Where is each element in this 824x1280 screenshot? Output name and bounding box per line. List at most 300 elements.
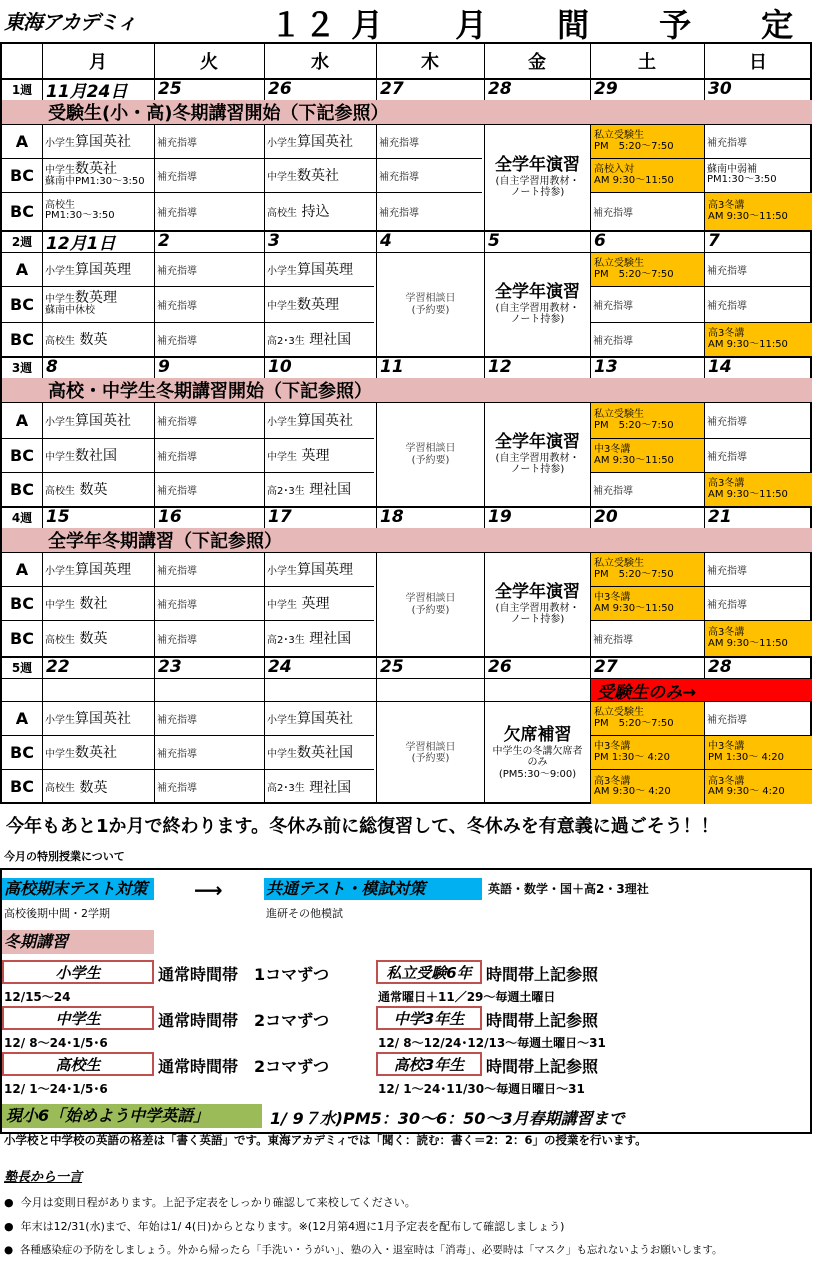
cell-line: AM 9:30〜11:50: [708, 488, 788, 500]
practice-note: ノート持参): [510, 614, 565, 626]
winter-target-dates: 12/ 8〜12/24･12/13〜毎週土曜日〜31: [378, 1036, 606, 1050]
week-banner-text: 高校・中学生冬期講習開始（下記参照）: [48, 381, 372, 402]
hojyu-cell: 補充指導: [157, 485, 197, 497]
class-pre: 小学生: [267, 416, 297, 428]
class-pre: 高校生: [45, 783, 75, 794]
cell-line: AM 9:30〜 4:20: [594, 786, 671, 797]
cell-line: 中3冬講: [594, 741, 631, 752]
class-subject: 数英: [79, 631, 108, 647]
class-subject: 英理: [301, 448, 330, 464]
footer-item: [4, 1242, 723, 1257]
class-pre: 中学生: [45, 599, 75, 611]
practice-note: (自主学習用教材・: [495, 175, 580, 187]
winter-level-desc: 通常時間帯 2コマずつ: [158, 1011, 330, 1030]
fri-practice-cell: [485, 253, 590, 356]
group-label: BC: [10, 777, 34, 796]
class-cell: [42, 769, 154, 804]
hojyu-cell: 補充指導: [707, 265, 747, 277]
class-pre: 小学生: [45, 714, 75, 726]
winter-target-dates: 通常曜日＋11／29〜毎週土曜日: [378, 990, 556, 1004]
week-banner: [2, 378, 812, 402]
class-subject: 数社: [79, 596, 108, 612]
group-label: BC: [10, 479, 34, 499]
footer-item: [4, 1218, 564, 1234]
cell-line: AM 9:30〜11:50: [594, 454, 674, 466]
class-pre: 高2･3生: [267, 485, 305, 497]
hojyu-cell: 補充指導: [157, 748, 197, 760]
consult-cell: [377, 253, 484, 356]
cell-line: 私立受験生: [594, 258, 644, 269]
arrow-icon: ⟶: [194, 878, 223, 902]
hojyu-cell: 補充指導: [593, 485, 633, 497]
class-pre: 中学生: [45, 748, 75, 760]
fri-practice-cell: [485, 125, 590, 230]
class-subject: 理社国: [309, 779, 352, 796]
date-cell: 12: [488, 357, 512, 377]
winter-target-desc: 時間帯上記参照: [486, 1011, 599, 1030]
hojyu-cell: 補充指導: [157, 599, 197, 611]
class-cell: [42, 735, 154, 769]
date-cell: 25: [380, 657, 404, 677]
practice-title: 全学年演習: [495, 582, 580, 603]
class-cell: [42, 701, 154, 735]
consult-title: 学習相談日: [405, 741, 456, 753]
class-subject: 数英理: [297, 297, 339, 313]
cell-line: 高3冬講: [708, 328, 745, 339]
class-pre: 中学生: [267, 171, 297, 183]
class-pre: 小学生: [45, 416, 75, 428]
class-pre: 小学生: [267, 265, 297, 277]
hojyu-cell: 補充指導: [707, 451, 747, 463]
sat-cell: [591, 736, 704, 769]
sat-cell: [591, 587, 704, 620]
cell-line: PM1:30〜3:50: [707, 174, 777, 185]
class-sub: 蘇南中休校: [45, 305, 95, 317]
hojyu-cell: 補充指導: [157, 565, 197, 577]
hojyu-cell: 補充指導: [157, 300, 197, 312]
fri-practice-cell: [485, 403, 590, 506]
class-pre: 高校生: [45, 335, 75, 347]
cell-line: 高3冬講: [708, 200, 745, 211]
footer-item-text: 年末は12/31(水)まで、年始は1/ 4(日)からとなります。※(12月第4週に1月予定表を配布して確認しましょう): [20, 1220, 565, 1233]
practice-note: (自主学習用教材・: [495, 452, 580, 464]
consult-note: (予約要): [411, 454, 450, 466]
group-label: BC: [10, 445, 34, 465]
date-cell: 5: [488, 231, 500, 251]
date-cell: 16: [158, 507, 182, 527]
cell-line: 私立受験生: [594, 558, 644, 569]
day-header: 月: [89, 52, 107, 73]
date-cell: 21: [708, 507, 732, 527]
absence-note: 中学生の冬講欠席者: [492, 745, 583, 757]
winter-target-dates: 12/ 1〜24･11/30〜毎週日曜日〜31: [378, 1082, 585, 1096]
date-cell: 23: [158, 657, 182, 677]
date-cell: 28: [488, 79, 512, 99]
class-pre: 小学生: [267, 137, 297, 149]
class-pre: 高校生: [45, 199, 75, 211]
date-cell: 6: [594, 231, 606, 251]
cell-line: PM 1:30〜 4:20: [594, 751, 670, 763]
sat-cell: [591, 439, 704, 472]
cell-line: 高3冬講: [594, 775, 631, 787]
special-heading: 今月の特別授業について: [4, 850, 125, 863]
group-label: A: [15, 410, 29, 430]
day-header: 水: [311, 52, 329, 73]
cell-line: 私立受験生: [594, 409, 644, 420]
day-header: 土: [638, 52, 656, 73]
consult-title: 学習相談日: [405, 443, 456, 454]
class-pre: 小学生: [45, 265, 75, 277]
week-label: 2週: [11, 234, 33, 249]
practice-note: ノート持参): [510, 187, 565, 199]
consult-cell: [377, 403, 484, 506]
cell-line: AM 9:30〜11:50: [708, 637, 788, 649]
group-label: BC: [10, 165, 34, 185]
date-cell: 22: [46, 657, 70, 677]
cell-line: 高3冬講: [708, 627, 745, 638]
group-label: A: [15, 708, 29, 728]
class-subject: 数社国: [75, 448, 117, 464]
class-cell: [264, 586, 376, 620]
date-cell: 11: [380, 357, 404, 377]
cell-line: AM 9:30〜11:50: [594, 602, 674, 614]
fri-practice-cell: [485, 553, 590, 656]
class-subject: 算国英社: [75, 711, 131, 727]
class-subject: 英理: [301, 596, 330, 612]
class-subject: 数英理: [75, 290, 117, 307]
class-subject: 数英社: [75, 745, 117, 761]
winter-level-desc: 通常時間帯 1コマずつ: [158, 965, 330, 984]
week-banner-text: 全学年冬期講習（下記参照）: [48, 531, 282, 552]
date-cell: 9: [158, 357, 170, 377]
winter-level-dates: 12/ 1〜24･1/5･6: [4, 1082, 108, 1096]
winter-target-desc: 時間帯上記参照: [486, 965, 599, 984]
cell-line: PM 5:20〜7:50: [594, 419, 674, 431]
practice-title: 全学年演習: [495, 282, 580, 303]
date-cell: 27: [594, 657, 618, 677]
class-pre: 小学生: [45, 565, 75, 577]
footer-heading: 塾長から一言: [4, 1170, 83, 1185]
class-cell: [264, 472, 376, 506]
date-cell: 8: [46, 357, 58, 377]
cell-line: 中3冬講: [708, 741, 745, 752]
date-cell: 15: [46, 507, 70, 527]
cell-line: PM 5:20〜7:50: [594, 717, 674, 729]
class-cell: [264, 158, 376, 192]
exam-label: 高校期末テスト対策: [2, 878, 154, 900]
day-header: 木: [421, 52, 439, 73]
hojyu-cell: 補充指導: [707, 137, 747, 149]
sun-cell: [704, 158, 812, 192]
class-subject: 持込: [301, 204, 330, 220]
sun-cell: [705, 621, 812, 656]
hojyu-cell: 補充指導: [379, 207, 419, 219]
sat-cell: [591, 770, 704, 804]
hojyu-cell: 補充指導: [379, 137, 419, 149]
class-cell: [264, 124, 376, 158]
date-cell: 26: [268, 79, 292, 99]
class-pre: 中学生: [267, 300, 297, 312]
exam-sub: 高校後期中間・2学期: [4, 907, 110, 920]
class-subject: 算国英社: [75, 134, 131, 150]
consult-cell: [377, 702, 484, 804]
day-header: 日: [749, 52, 767, 73]
cell-line: 私立受験生: [594, 707, 644, 718]
hojyu-cell: 補充指導: [379, 171, 419, 183]
class-cell: [264, 322, 376, 356]
class-pre: 中学生: [267, 748, 297, 760]
class-subject: 算国英社: [297, 711, 353, 727]
winter-level-box: 中学生: [2, 1006, 154, 1030]
cell-line: PM 5:20〜7:50: [594, 568, 674, 580]
class-cell: [42, 322, 154, 356]
sun-cell: [705, 193, 812, 230]
class-cell: [264, 402, 376, 438]
sat-cell: [591, 253, 704, 286]
juken-banner-text: 受験生のみ→: [597, 682, 697, 701]
class-cell: [42, 252, 154, 286]
class-cell: [42, 124, 154, 158]
hojyu-cell: 補充指導: [707, 714, 747, 726]
cell-line: 高校入対: [594, 164, 634, 175]
consult-title: 学習相談日: [405, 593, 456, 604]
cell-line: AM 9:30〜11:50: [594, 174, 674, 186]
class-subject: 算国英社: [297, 134, 353, 150]
absence-title: 欠席補習: [503, 724, 572, 745]
winter-target-box: 中学3年生: [376, 1006, 482, 1030]
winter-target-box: 高校3年生: [376, 1052, 482, 1076]
winter-target-box: 私立受験6年: [376, 960, 482, 984]
brand-name: 東海アカデミィ: [4, 10, 136, 34]
date-cell: 27: [380, 79, 404, 99]
bullet-icon: ●: [4, 1220, 14, 1233]
common-test-note: 英語・数学・国＋高2・3理社: [488, 882, 649, 896]
week-label: 4週: [11, 510, 33, 525]
class-pre: 小学生: [45, 137, 75, 149]
bullet-icon: ●: [4, 1244, 14, 1256]
absence-note: のみ: [527, 757, 548, 769]
group-label: BC: [10, 201, 34, 221]
class-cell: [42, 286, 154, 322]
class-subject: 理社国: [309, 482, 352, 498]
practice-title: 全学年演習: [495, 432, 580, 453]
date-cell: 3: [268, 231, 280, 251]
date-cell: 12月1日: [46, 233, 116, 252]
winter-level-desc: 通常時間帯 2コマずつ: [158, 1057, 330, 1076]
fri-absence-cell: [485, 702, 590, 804]
class-pre: 高2･3生: [267, 335, 305, 347]
hojyu-cell: 補充指導: [157, 207, 197, 219]
consult-title: 学習相談日: [405, 293, 456, 304]
class-pre: 中学生: [45, 451, 75, 463]
class-cell: [264, 701, 376, 735]
hojyu-cell: 補充指導: [707, 300, 747, 312]
class-pre: 高校生: [45, 634, 75, 646]
footer-item: [4, 1194, 416, 1210]
date-cell: 20: [594, 507, 618, 527]
class-cell: [264, 192, 376, 230]
sun-cell: [705, 736, 812, 769]
schedule-grid: [0, 42, 812, 804]
english-course-note: 小学校と中学校の英語の格差は「書く英語」です。東海アカデミィでは「聞く：読む：書く＝2：2：6」の授業を行います。: [4, 1133, 647, 1147]
cell-line: 高3冬講: [708, 478, 745, 489]
practice-note: (自主学習用教材・: [495, 302, 580, 314]
class-subject: 算国英理: [75, 262, 131, 278]
consult-note: (予約要): [411, 604, 450, 616]
class-subject: 算国英理: [297, 562, 353, 578]
week-label: 5週: [11, 660, 33, 675]
hojyu-cell: 補充指導: [157, 171, 197, 183]
group-label: A: [15, 259, 29, 279]
date-cell: 29: [594, 79, 618, 99]
class-cell: [42, 472, 154, 506]
english-course-label: 現小6「始めよう中学英語」: [2, 1104, 262, 1128]
class-subject: 算国英理: [75, 562, 131, 578]
cell-line: 高3冬講: [708, 775, 745, 787]
cell-line: AM 9:30〜11:50: [708, 210, 788, 222]
sat-cell: [591, 125, 704, 158]
hojyu-cell: 補充指導: [593, 300, 633, 312]
class-cell: [42, 552, 154, 586]
title-label: 月 間 予 定: [455, 6, 796, 44]
practice-title: 全学年演習: [495, 155, 580, 176]
cell-line: AM 9:30〜 4:20: [708, 786, 785, 797]
class-subject: 理社国: [309, 332, 352, 348]
class-subject: 数英社: [75, 161, 117, 178]
cell-line: PM 5:20〜7:50: [594, 140, 674, 152]
common-test-label: 共通テスト・模試対策: [264, 878, 482, 900]
date-cell: 25: [158, 79, 182, 99]
consult-note: (予約要): [411, 753, 450, 764]
hojyu-cell: 補充指導: [157, 783, 197, 794]
practice-note: ノート持参): [510, 314, 565, 326]
class-subject: 数英: [79, 332, 108, 348]
class-cell: [42, 620, 154, 656]
cell-line: 私立受験生: [594, 130, 644, 141]
class-cell: [264, 252, 376, 286]
class-pre: 高2･3生: [267, 634, 305, 646]
group-label: BC: [10, 628, 34, 648]
class-pre: 中学生: [45, 165, 75, 177]
week-banner: [2, 528, 812, 552]
hojyu-cell: 補充指導: [157, 451, 197, 463]
class-cell: [264, 438, 376, 472]
winter-level-box: 小学生: [2, 960, 154, 984]
page-title: [270, 0, 795, 46]
hojyu-cell: 補充指導: [593, 207, 633, 219]
practice-note: (自主学習用教材・: [495, 602, 580, 614]
day-header: 金: [528, 52, 546, 73]
date-cell: 14: [708, 357, 732, 377]
group-label: BC: [10, 329, 34, 349]
hojyu-cell: 補充指導: [157, 137, 197, 149]
monthly-message: 今年もあと1か月で終わります。冬休み前に総復習して、冬休みを有意義に過ごそう！！: [6, 816, 719, 837]
common-test-sub: 進研その他模試: [266, 907, 343, 920]
cell-line: PM 5:20〜7:50: [594, 268, 674, 280]
class-pre: 高校生: [45, 485, 75, 497]
class-cell: [264, 735, 376, 769]
absence-time: (PM5:30〜9:00): [498, 768, 577, 780]
class-cell: [264, 286, 376, 322]
english-course-time: 1/ 9７水)PM5：30〜6：50〜3月春期講習まで: [270, 1109, 625, 1128]
week-banner: [2, 100, 812, 124]
class-sub: 蘇南中PM1:30〜3:50: [45, 176, 145, 188]
class-subject: 算国英理: [297, 262, 353, 278]
class-pre: 中学生: [267, 451, 297, 463]
date-cell: 19: [488, 507, 512, 527]
class-pre: 高2･3生: [267, 783, 305, 794]
date-cell: 30: [708, 79, 732, 99]
sun-cell: [705, 770, 812, 804]
cell-line: PM 1:30〜 4:20: [708, 751, 784, 763]
class-subject: 算国英社: [75, 413, 131, 429]
class-cell: [264, 769, 376, 804]
date-cell: 17: [268, 507, 292, 527]
winter-target-desc: 時間帯上記参照: [486, 1057, 599, 1076]
sat-cell: [591, 159, 704, 192]
group-label: A: [15, 131, 29, 151]
date-cell: 2: [158, 231, 170, 251]
class-sub: PM1:30〜3:50: [45, 210, 115, 221]
group-label: BC: [10, 593, 34, 613]
class-cell: [42, 402, 154, 438]
class-cell: [42, 438, 154, 472]
class-subject: 数英社国: [297, 745, 353, 761]
date-cell: 18: [380, 507, 404, 527]
hojyu-cell: 補充指導: [593, 634, 633, 646]
cell-line: 中3冬講: [594, 592, 631, 603]
cell-line: 蘇南中弱補: [707, 163, 757, 175]
date-cell: 26: [488, 657, 512, 677]
hojyu-cell: 補充指導: [707, 599, 747, 611]
class-subject: 数英: [79, 779, 108, 796]
class-subject: 数英: [79, 482, 108, 498]
group-label: A: [15, 559, 29, 579]
week-banner-text: 受験生(小・高)冬期講習開始（下記参照）: [48, 103, 389, 124]
footer-item-text: 各種感染症の予防をしましょう。外から帰ったら「手洗い・うがい」、塾の入・退室時は「消毒」、必要時は「マスク」も忘れないようお願いします。: [19, 1244, 723, 1256]
class-cell: [264, 620, 376, 656]
hojyu-cell: 補充指導: [157, 265, 197, 277]
group-label: BC: [10, 294, 34, 314]
hojyu-cell: 補充指導: [593, 335, 633, 347]
class-subject: 数英社: [297, 168, 339, 184]
sat-cell: [591, 553, 704, 586]
sun-cell: [705, 323, 812, 356]
week-label: 1週: [11, 82, 33, 97]
hojyu-cell: 補充指導: [157, 714, 197, 726]
bullet-icon: ●: [4, 1196, 14, 1209]
class-pre: 小学生: [267, 714, 297, 726]
hojyu-cell: 補充指導: [157, 634, 197, 646]
class-pre: 中学生: [45, 294, 75, 306]
date-cell: 7: [708, 231, 720, 251]
class-pre: 中学生: [267, 599, 297, 611]
date-cell: 10: [268, 357, 292, 377]
class-cell: [42, 192, 154, 230]
consult-note: (予約要): [411, 304, 450, 316]
practice-note: ノート持参): [510, 464, 565, 476]
footer-item-text: 今月は変則日程があります。上記予定表をしっかり確認して来校してください。: [20, 1196, 416, 1209]
class-subject: 算国英社: [297, 413, 353, 429]
consult-cell: [377, 553, 484, 656]
date-cell: 13: [594, 357, 618, 377]
winter-level-dates: 12/15〜24: [4, 990, 71, 1004]
hojyu-cell: 補充指導: [707, 565, 747, 577]
group-label: BC: [10, 742, 34, 762]
class-subject: 理社国: [309, 631, 352, 647]
class-pre: 高校生: [267, 207, 297, 219]
hojyu-cell: 補充指導: [707, 416, 747, 428]
